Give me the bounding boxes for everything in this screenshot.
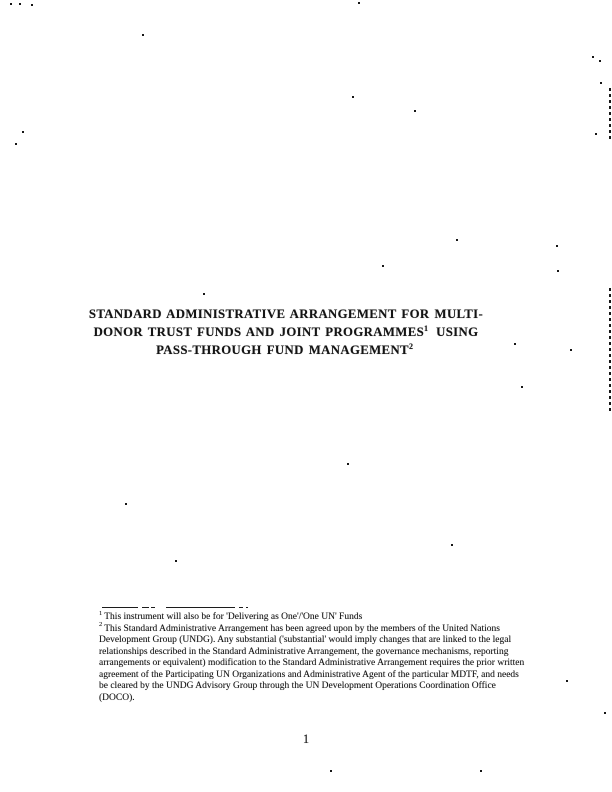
scan-speck [347, 463, 349, 465]
scan-speck [600, 82, 602, 84]
scan-speck [142, 34, 144, 36]
footnote-ref-2: 2 [408, 341, 413, 351]
scan-speck [521, 386, 523, 388]
title-line-2-text: DONOR TRUST FUNDS AND JOINT PROGRAMMES [93, 325, 425, 339]
scan-speck [382, 265, 384, 267]
footnotes [99, 609, 529, 704]
scan-edge-artifact [609, 88, 611, 142]
scan-speck [22, 131, 24, 133]
scan-speck [330, 770, 332, 772]
scan-speck [352, 96, 354, 98]
title-line-1-text: STANDARD ADMINISTRATIVE ARRANGEMENT FOR MULTI- [88, 307, 484, 321]
footnote-1-text: This instrument will also be for 'Delivering as One'/'One UN' Funds [104, 612, 363, 622]
scan-speck [604, 712, 606, 714]
title-line-3-text: PASS-THROUGH FUND MANAGEMENT [156, 343, 409, 357]
scan-speck [175, 560, 177, 562]
scan-speck [15, 143, 17, 145]
title-line-2-tail: USING [436, 325, 479, 339]
scan-speck [451, 544, 453, 546]
separator-segment [102, 607, 138, 608]
scan-speck [456, 239, 458, 241]
scan-speck [10, 3, 12, 5]
separator-segment [166, 607, 235, 608]
scan-speck [599, 60, 601, 62]
footnote-separator [102, 607, 248, 609]
separator-segment [246, 607, 248, 608]
footnote-2-text: This Standard Administrative Arrangement has been agreed upon by the members of the United Nations Development Group (UNDG). Any substantial ('substantial' would imply changes that are linked to the legal relationships described in the Standard Administrative Arrangement, the governance mechanisms, reporting arrangements or equivalent) modification to the Standard Administrative Arrangement requires the prior written agreement of the Participating UN Organizations and Administrative Agent of the particular MDTF, and needs be cleared by the UNDG Advisory Group through the UN Development Operations Coordination Office (DOCO). [99, 623, 525, 703]
footnote-2-marker: 2 [99, 621, 103, 629]
footnote-ref-1: 1 [424, 323, 429, 333]
title-line-1 [56, 305, 516, 323]
title-line-2 [56, 323, 516, 341]
separator-segment [142, 607, 149, 608]
scan-edge-artifact [609, 288, 611, 412]
scan-speck [556, 245, 558, 247]
scan-speck [557, 270, 559, 272]
title-line-3 [56, 341, 516, 359]
scan-speck [566, 680, 568, 682]
separator-segment [239, 607, 243, 608]
page-number: 1 [302, 732, 310, 746]
footnote-1-marker: 1 [99, 609, 103, 617]
scan-speck [592, 56, 594, 58]
scan-speck [203, 293, 205, 295]
footnote-1 [99, 609, 529, 624]
scan-speck [31, 4, 33, 6]
scan-speck [570, 349, 572, 351]
scan-speck [125, 503, 127, 505]
separator-segment [151, 607, 155, 608]
scan-speck [19, 3, 21, 5]
scan-speck [358, 2, 360, 4]
document-title [56, 305, 516, 359]
scan-speck [595, 133, 597, 135]
scan-speck [414, 110, 416, 112]
scan-speck [480, 770, 482, 772]
footnote-2 [99, 621, 529, 705]
